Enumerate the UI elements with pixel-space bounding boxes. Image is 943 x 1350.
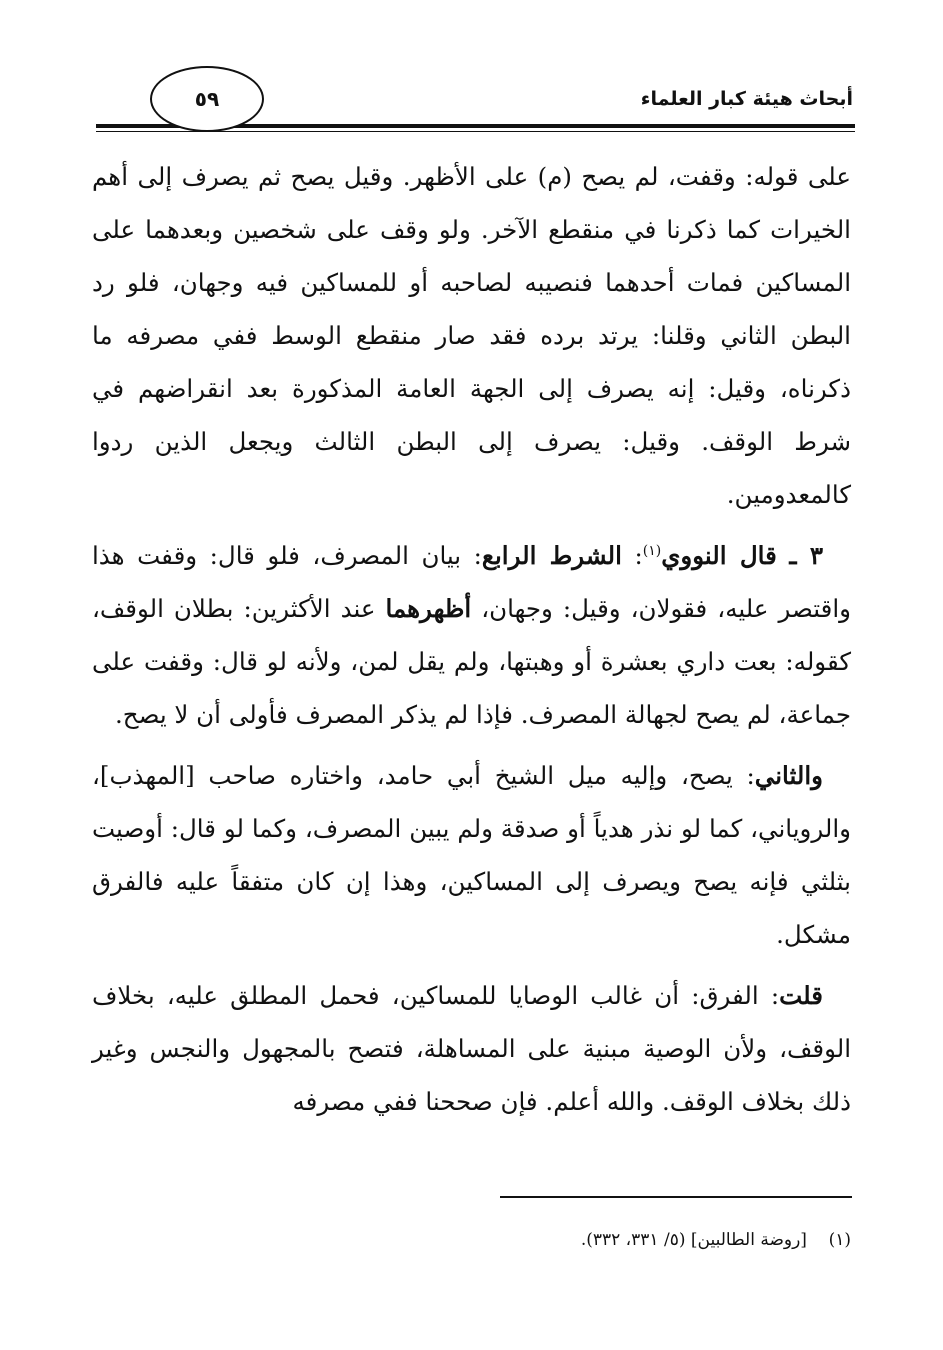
page-number-oval [150, 66, 264, 132]
footnote-text: [روضة الطالبين] (٥/ ٣٣١، ٣٣٢). [580, 1230, 807, 1250]
qultu-lead: قلت [779, 981, 823, 1010]
paragraph-1: على قوله: وقفت، لم يصح (م) على الأظهر. وقيل يصح ثم يصرف إلى أهم الخيرات كما ذكرنا في منقطع الآخر. ولو وقف على شخصين وبعدهما على المساكين فمات أحدهما فنصيبه لصاحبه أو للمساكين فيه وجهان، فلو رد البطن الثاني وقلنا: يرتد برده فقد صار منقطع الوسط ففي مصرفه ما ذكرناه، وقيل: إنه يصرف إلى الجهة العامة المذكورة بعد انقراضهم في شرط الوقف. وقيل: يصرف إلى البطن الثالث ويجعل الذين ردوا كالمعدومين. [92, 162, 851, 509]
paragraph-4 [92, 969, 851, 1128]
footnote [92, 1230, 851, 1250]
stronger-view: أظهرهما [385, 594, 472, 623]
running-title: أبحاث هيئة كبار العلماء [640, 88, 853, 110]
second-view-lead: والثاني [754, 761, 823, 790]
body-text [92, 150, 851, 1128]
item-number: ٣ ـ [789, 541, 824, 570]
footnote-marker: (١) [828, 1230, 851, 1250]
colon: : [634, 541, 643, 570]
paragraph-4-text: : الفرق: أن غالب الوصايا للمساكين، فحمل المطلق عليه، بخلاف الوقف، ولأن الوصية مبنية على المساهلة، فتصح بالمجهول والنجس وغير ذلك بخلاف الوقف. والله أعلم. فإن صححنا ففي مصرفه [92, 981, 851, 1116]
paragraph-2-text-1: : بيان المصرف، فلو قال: وقفت هذا واقتصر عليه، فقولان، وقيل: وجهان، [92, 541, 851, 623]
page-number: ٥٩ [194, 87, 220, 111]
footnote-rule [500, 1196, 852, 1198]
paragraph-3-text: : يصح، وإليه ميل الشيخ أبي حامد، واختاره صاحب [المهذب]، والروياني، كما لو نذر هدياً أو صدقة ولم يبين المصرف، وكما لو قال: أوصيت بثلثي فإنه يصح ويصرف إلى المساكين، وهذا إن كان متفقاً عليه فالفرق مشكل. [92, 761, 851, 949]
paragraph-3 [92, 749, 851, 961]
paragraph-2-text-2: عند الأكثرين: بطلان الوقف، كقوله: بعت داري بعشرة أو وهبتها، ولم يقل لمن، ولأنه لو قال: وقفت على جماعة، لم يصح لجهالة المصرف. فإذا لم يذكر المصرف فأولى أن لا يصح. [92, 594, 851, 729]
condition-heading: الشرط الرابع [481, 541, 622, 570]
footnote-ref[interactable]: (١) [642, 542, 662, 559]
paragraph-2 [92, 529, 851, 741]
nawawi-lead: قال النووي [661, 541, 777, 570]
